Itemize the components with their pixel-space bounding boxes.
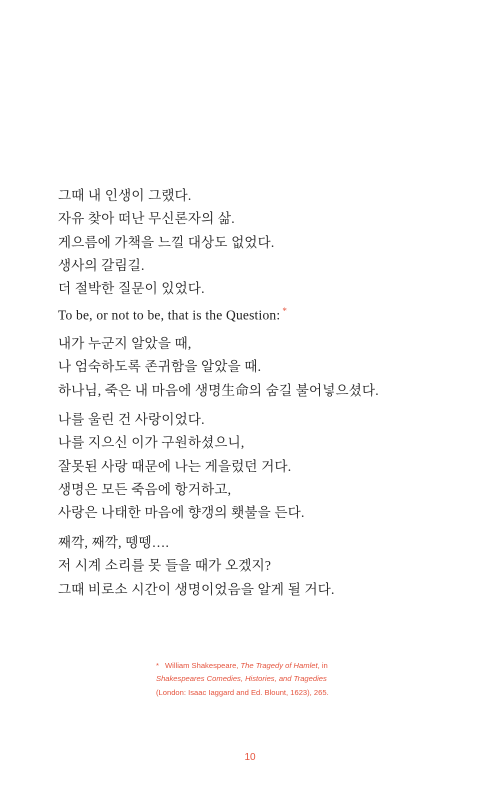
verse-line: 내가 누군지 알았을 때, <box>58 336 192 351</box>
verse-line: 째깍, 째깍, 뗑뗑…. <box>58 535 170 550</box>
verse-line: 생사의 갈림길. <box>58 257 145 273</box>
stanza-2 <box>58 332 458 402</box>
footnote <box>156 659 336 699</box>
footnote-mark: * <box>156 661 159 670</box>
stanza-3 <box>58 408 458 524</box>
verse-line: 저 시계 소리를 못 들을 때가 오겠지? <box>58 558 272 574</box>
verse-line-with-note <box>58 300 458 327</box>
verse-line: 나를 지으신 이가 구원하셨으니, <box>58 435 245 451</box>
verse-line: 그때 내 인생이 그랬다. <box>58 188 192 203</box>
verse-line: 게으름에 가책을 느낄 대상도 없었다. <box>58 234 275 250</box>
verse-line: 나 엄숙하도록 존귀함을 알았을 때. <box>58 359 262 375</box>
verse-line: 그때 비로소 시간이 생명이었음을 알게 될 거다. <box>58 581 335 597</box>
page-number: 10 <box>244 752 256 763</box>
stanza-1 <box>58 184 458 327</box>
verse-line-text: To be, or not to be, that is the Question: <box>58 307 281 323</box>
verse-line: 자유 찾아 떠난 무신론자의 삶. <box>58 211 235 227</box>
verse-line: 더 절박한 질문이 있었다. <box>58 281 205 297</box>
footnote-publication: (London: Isaac Iaggard and Ed. Blount, 1623), 265. <box>156 687 329 697</box>
footnote-author: William Shakespeare, <box>164 661 241 670</box>
footnote-marker[interactable]: * <box>282 306 288 317</box>
verse-line: 잘못된 사랑 때문에 나는 게을렀던 거다. <box>58 458 292 474</box>
footnote-book-title: Shakespeares Comedies, Histories, and Tragedies <box>156 674 327 684</box>
verse-line: 생명은 모든 죽음에 항거하고, <box>58 481 232 497</box>
footnote-connector: , in <box>317 661 328 670</box>
footnote-play-title: The Tragedy of Hamlet <box>240 661 318 670</box>
verse-line: 사랑은 나태한 마음에 향갱의 횃불을 든다. <box>58 505 305 521</box>
stanza-4 <box>58 531 458 601</box>
verse-line: 하나님, 죽은 내 마음에 생명生命의 숨길 불어넣으셨다. <box>58 382 379 398</box>
verse-line: 나를 울린 건 사랑이었다. <box>58 412 205 427</box>
